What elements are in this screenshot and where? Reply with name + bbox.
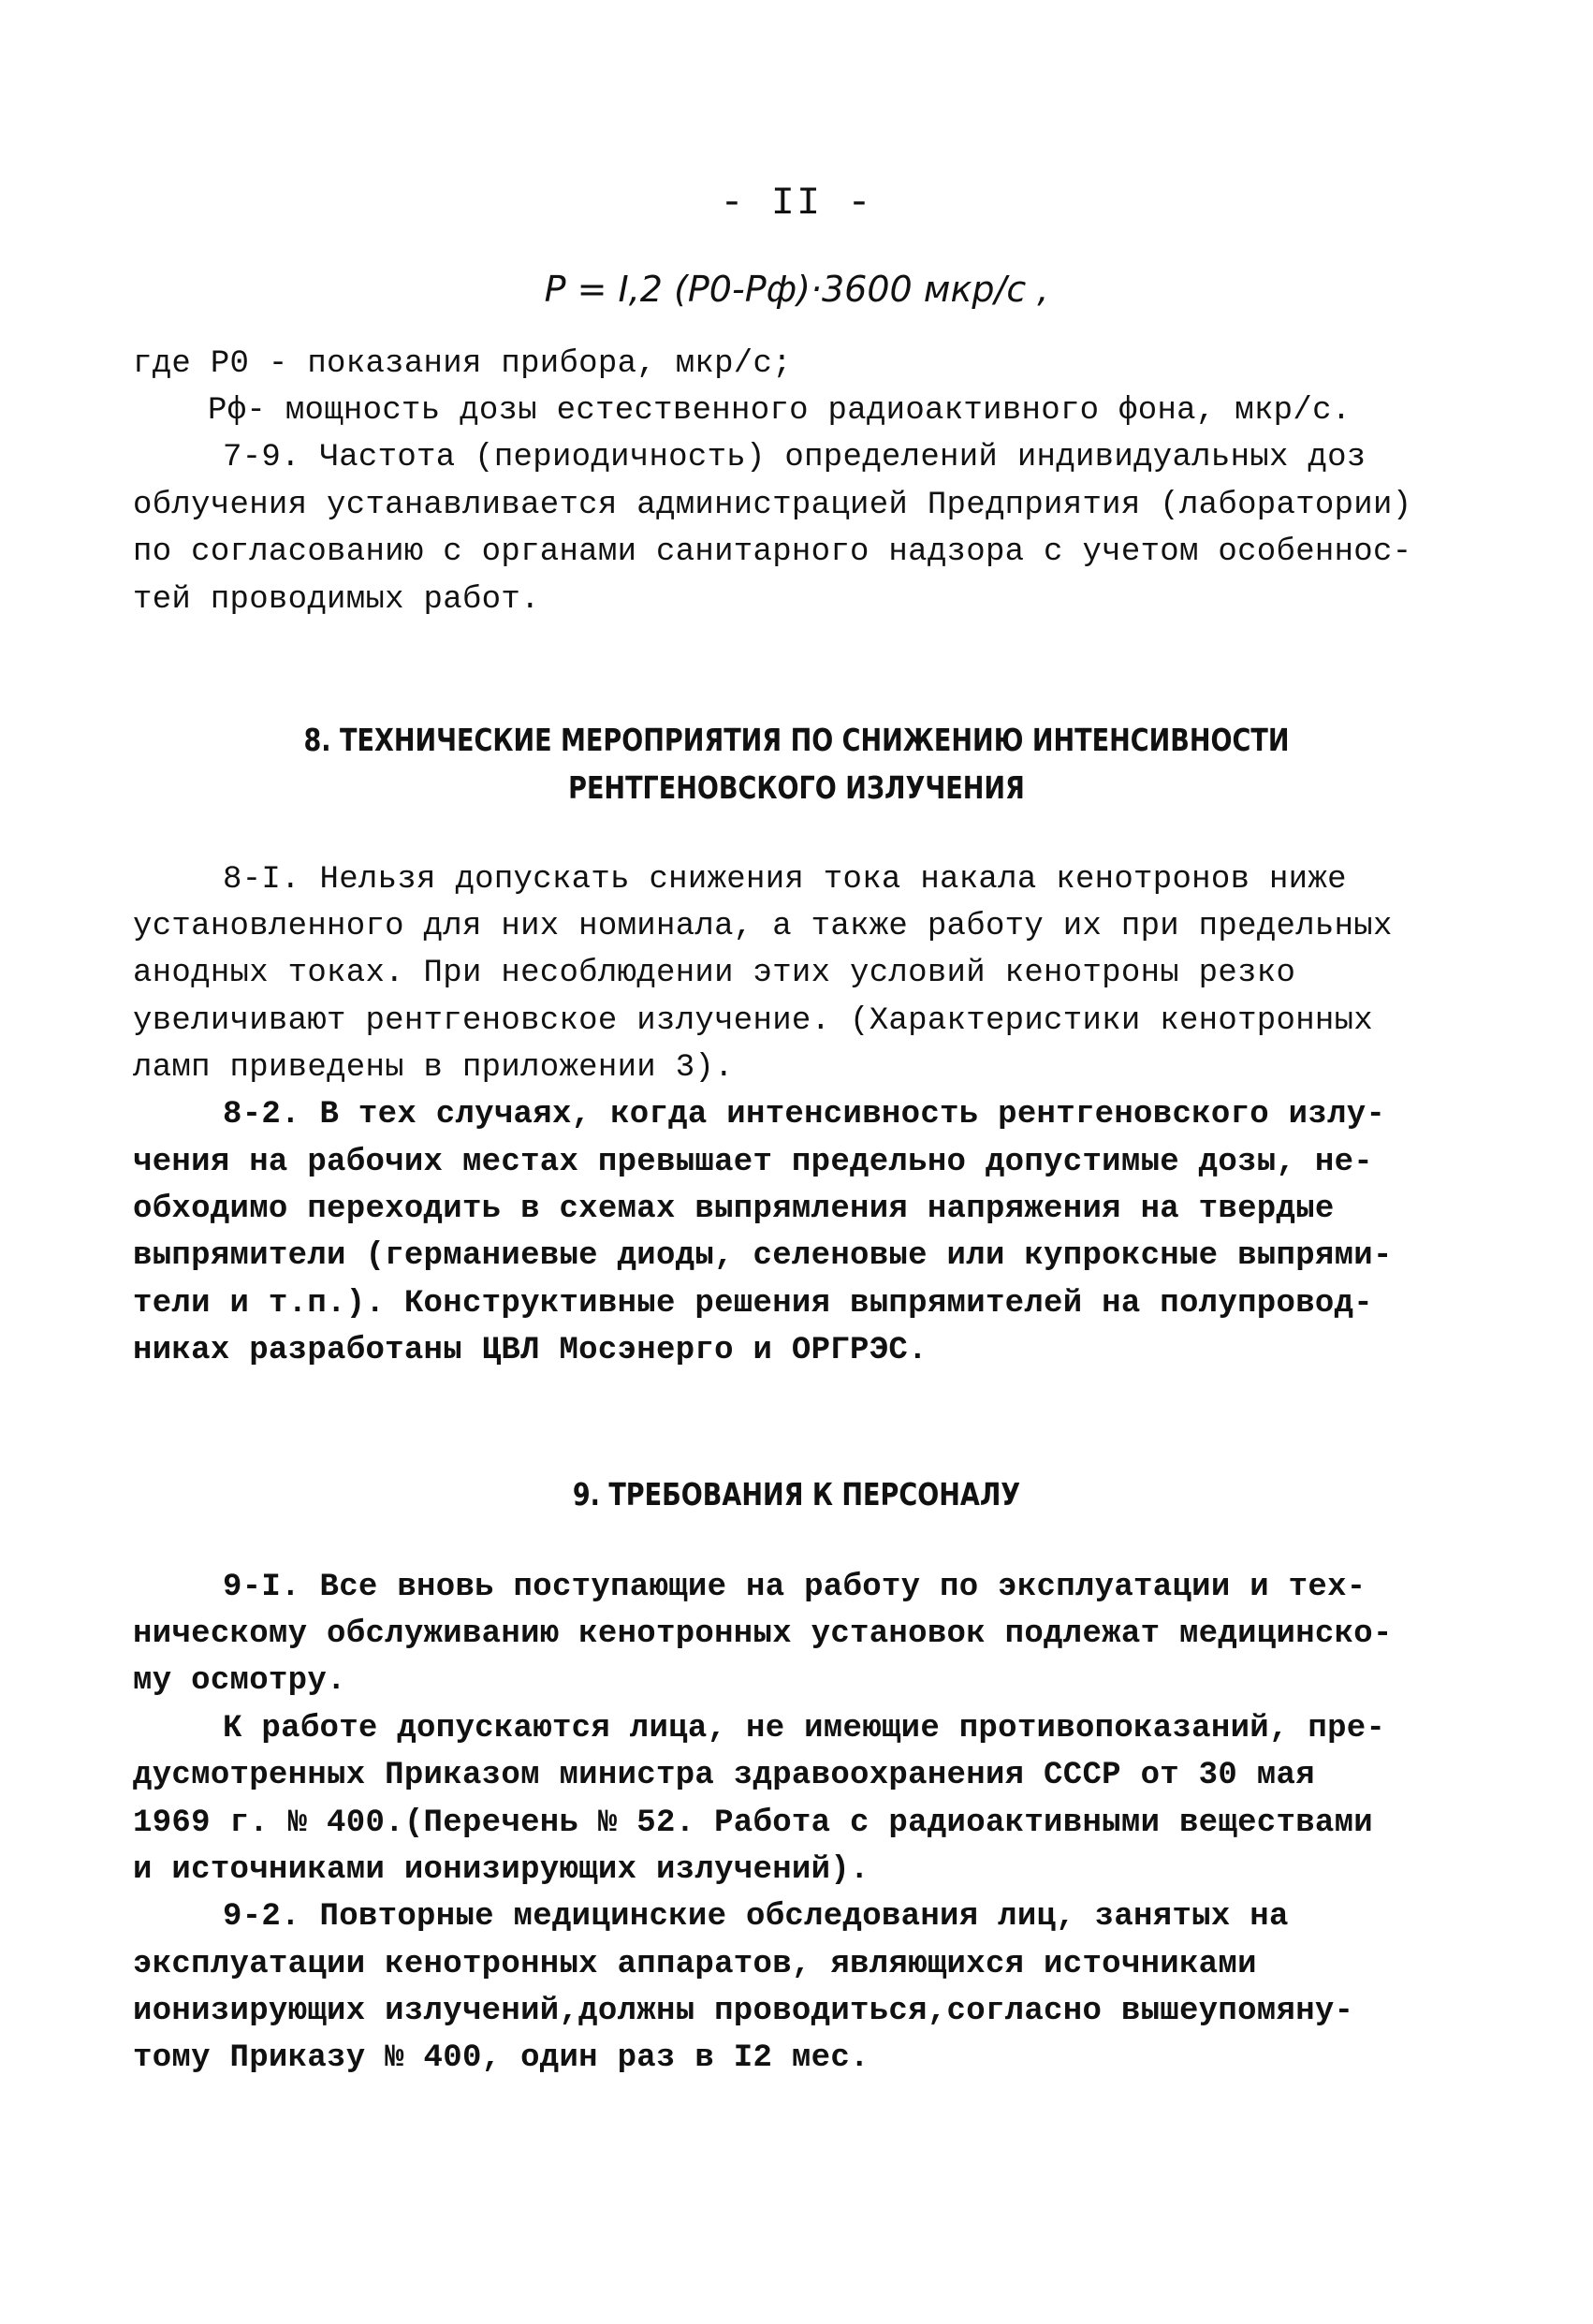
text-line: му осмотру. (133, 1663, 346, 1699)
text-line: и источниками ионизирующих излучений). (133, 1852, 870, 1888)
text-line: никах разработаны ЦВЛ Мосэнерго и ОРГРЭС. (133, 1333, 928, 1368)
text-line: ническому обслуживанию кенотронных установок подлежат медицинско- (133, 1616, 1393, 1652)
text-line: анодных токах. При несоблюдении этих условий кенотроны резко (133, 956, 1296, 991)
text-line: 9-I. Все вновь поступающие на работу по эксплуатации и тех- (223, 1570, 1366, 1605)
text-line: ионизирующих излучений,должны проводиться,согласно вышеупомяну- (133, 1994, 1354, 2029)
dose-formula (0, 267, 1593, 312)
text-line: тому Приказу № 400, один раз в I2 мес. (133, 2040, 870, 2076)
text-line: 1969 г. № 400.(Перечень № 52. Работа с радиоактивными веществами (133, 1805, 1374, 1841)
text-line: 8-I. Нельзя допускать снижения тока накала кенотронов ниже (223, 862, 1347, 898)
section-8-heading-cont: РЕНТГЕНОВСКОГО ИЗЛУЧЕНИЯ (568, 769, 1025, 806)
text-line: 7-9. Частота (периодичность) определений индивидуальных доз (223, 440, 1366, 475)
text-line: ламп приведены в приложении 3). (133, 1050, 734, 1086)
text-line: К работе допускаются лица, не имеющие противопоказаний, пре- (223, 1711, 1386, 1747)
section-8-heading: 8. ТЕХНИЧЕСКИЕ МЕРОПРИЯТИЯ ПО СНИЖЕНИЮ ИНТЕНСИВНОСТИ (303, 722, 1290, 758)
page-number: - II - (720, 181, 873, 226)
text-line: эксплуатации кенотронных аппаратов, являющихся источниками (133, 1947, 1257, 1982)
text-line: где P0 - показания прибора, мкр/с; (133, 346, 792, 382)
text-line: выпрямители (германиевые диоды, селеновые или купроксные выпрями- (133, 1238, 1393, 1274)
text-line: установленного для них номинала, а также работу их при предельных (133, 909, 1393, 944)
formula-text: P = I,2 (P0-Pф)·3600 мкр/с , (544, 269, 1049, 310)
text-line: чения на рабочих местах превышает предельно допустимые дозы, не- (133, 1145, 1374, 1180)
text-line: по согласованию с органами санитарного надзора с учетом особеннос- (133, 534, 1412, 570)
text-line: 9-2. Повторные медицинские обследования лиц, занятых на (223, 1899, 1289, 1935)
text-line: тей проводимых работ. (133, 582, 540, 618)
text-line: увеличивают рентгеновское излучение. (Характеристики кенотронных (133, 1003, 1374, 1039)
text-line: облучения устанавливается администрацией Предприятия (лаборатории) (133, 488, 1412, 523)
text-line: 8-2. В тех случаях, когда интенсивность рентгеновского излу- (223, 1097, 1386, 1133)
section-9-heading: 9. ТРЕБОВАНИЯ К ПЕРСОНАЛУ (572, 1476, 1021, 1513)
text-line: тели и т.п.). Конструктивные решения выпрямителей на полупровод- (133, 1286, 1374, 1322)
text-line: Pф- мощность дозы естественного радиоактивного фона, мкр/с. (208, 393, 1352, 429)
text-line: дусмотренных Приказом министра здравоохранения СССР от 30 мая (133, 1758, 1315, 1793)
text-line: обходимо переходить в схемах выпрямления напряжения на твердые (133, 1191, 1335, 1227)
